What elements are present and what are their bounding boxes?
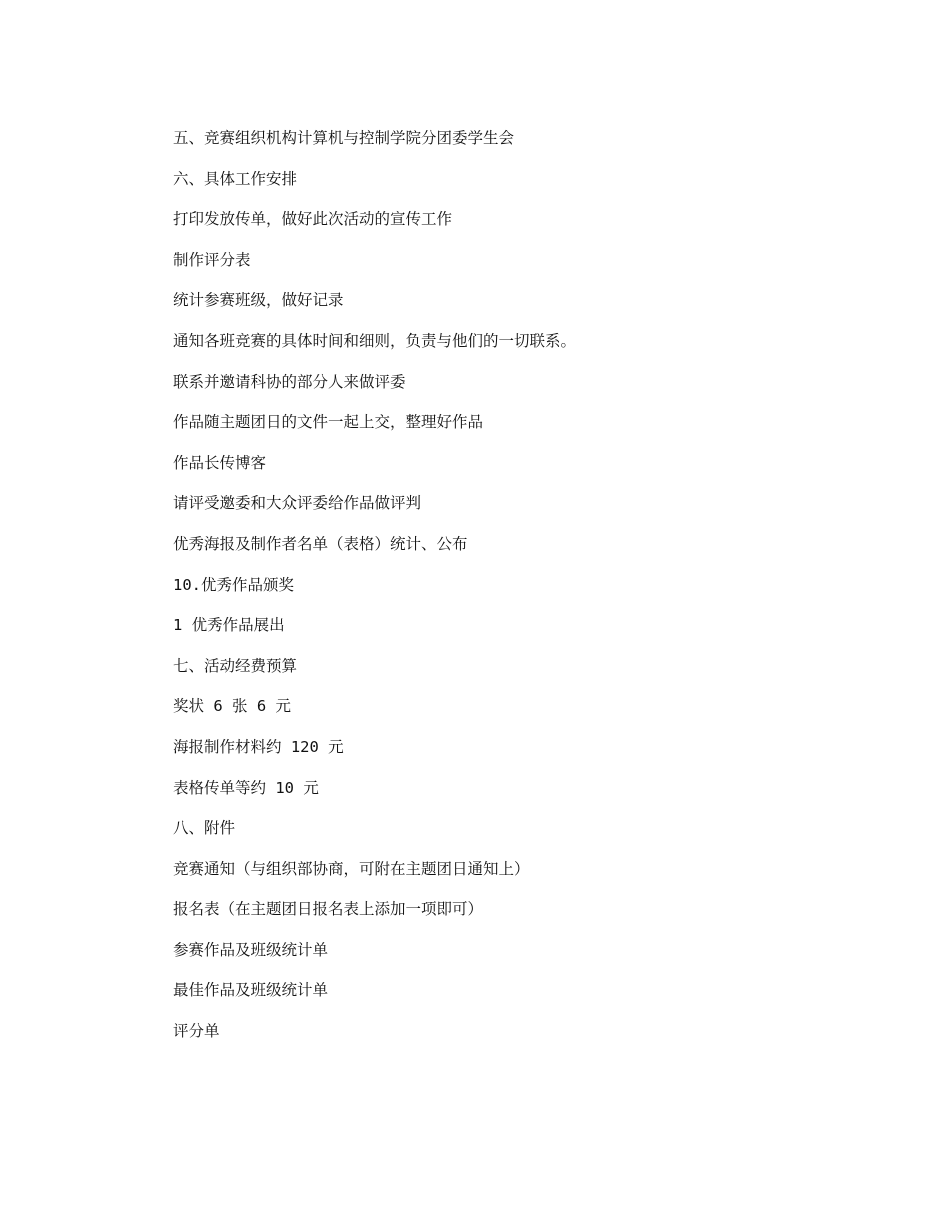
section-heading-organization: 五、竞赛组织机构计算机与控制学院分团委学生会 (173, 129, 515, 147)
section-heading-work-arrangement: 六、具体工作安排 (173, 169, 298, 188)
list-item: 通知各班竞赛的具体时间和细则，负责与他们的一切联系。 (173, 331, 577, 350)
document-body (173, 128, 873, 1062)
list-item: 打印发放传单，做好此次活动的宣传工作 (173, 210, 453, 229)
attachment-item: 竞赛通知（与组织部协商，可附在主题团日通知上） (173, 859, 530, 878)
budget-item: 海报制作材料约 120 元 (173, 737, 344, 756)
section-heading-budget: 七、活动经费预算 (173, 656, 298, 675)
list-item: 制作评分表 (173, 250, 251, 269)
list-item: 请评受邀委和大众评委给作品做评判 (173, 494, 422, 513)
list-item: 10.优秀作品颁奖 (173, 575, 294, 594)
list-item: 优秀海报及制作者名单（表格）统计、公布 (173, 534, 468, 553)
list-item: 1 优秀作品展出 (173, 616, 285, 635)
budget-item: 表格传单等约 10 元 (173, 778, 319, 797)
attachment-item: 报名表（在主题团日报名表上添加一项即可） (173, 900, 484, 919)
budget-item: 奖状 6 张 6 元 (173, 697, 291, 716)
attachment-item: 评分单 (173, 1022, 220, 1041)
list-item: 作品长传博客 (173, 453, 267, 472)
section-heading-attachments: 八、附件 (173, 819, 236, 838)
list-item: 联系并邀请科协的部分人来做评委 (173, 372, 406, 391)
list-item: 作品随主题团日的文件一起上交，整理好作品 (173, 413, 484, 432)
list-item: 统计参赛班级，做好记录 (173, 291, 344, 310)
attachment-item: 最佳作品及班级统计单 (173, 981, 329, 1000)
attachment-item: 参赛作品及班级统计单 (173, 940, 329, 959)
